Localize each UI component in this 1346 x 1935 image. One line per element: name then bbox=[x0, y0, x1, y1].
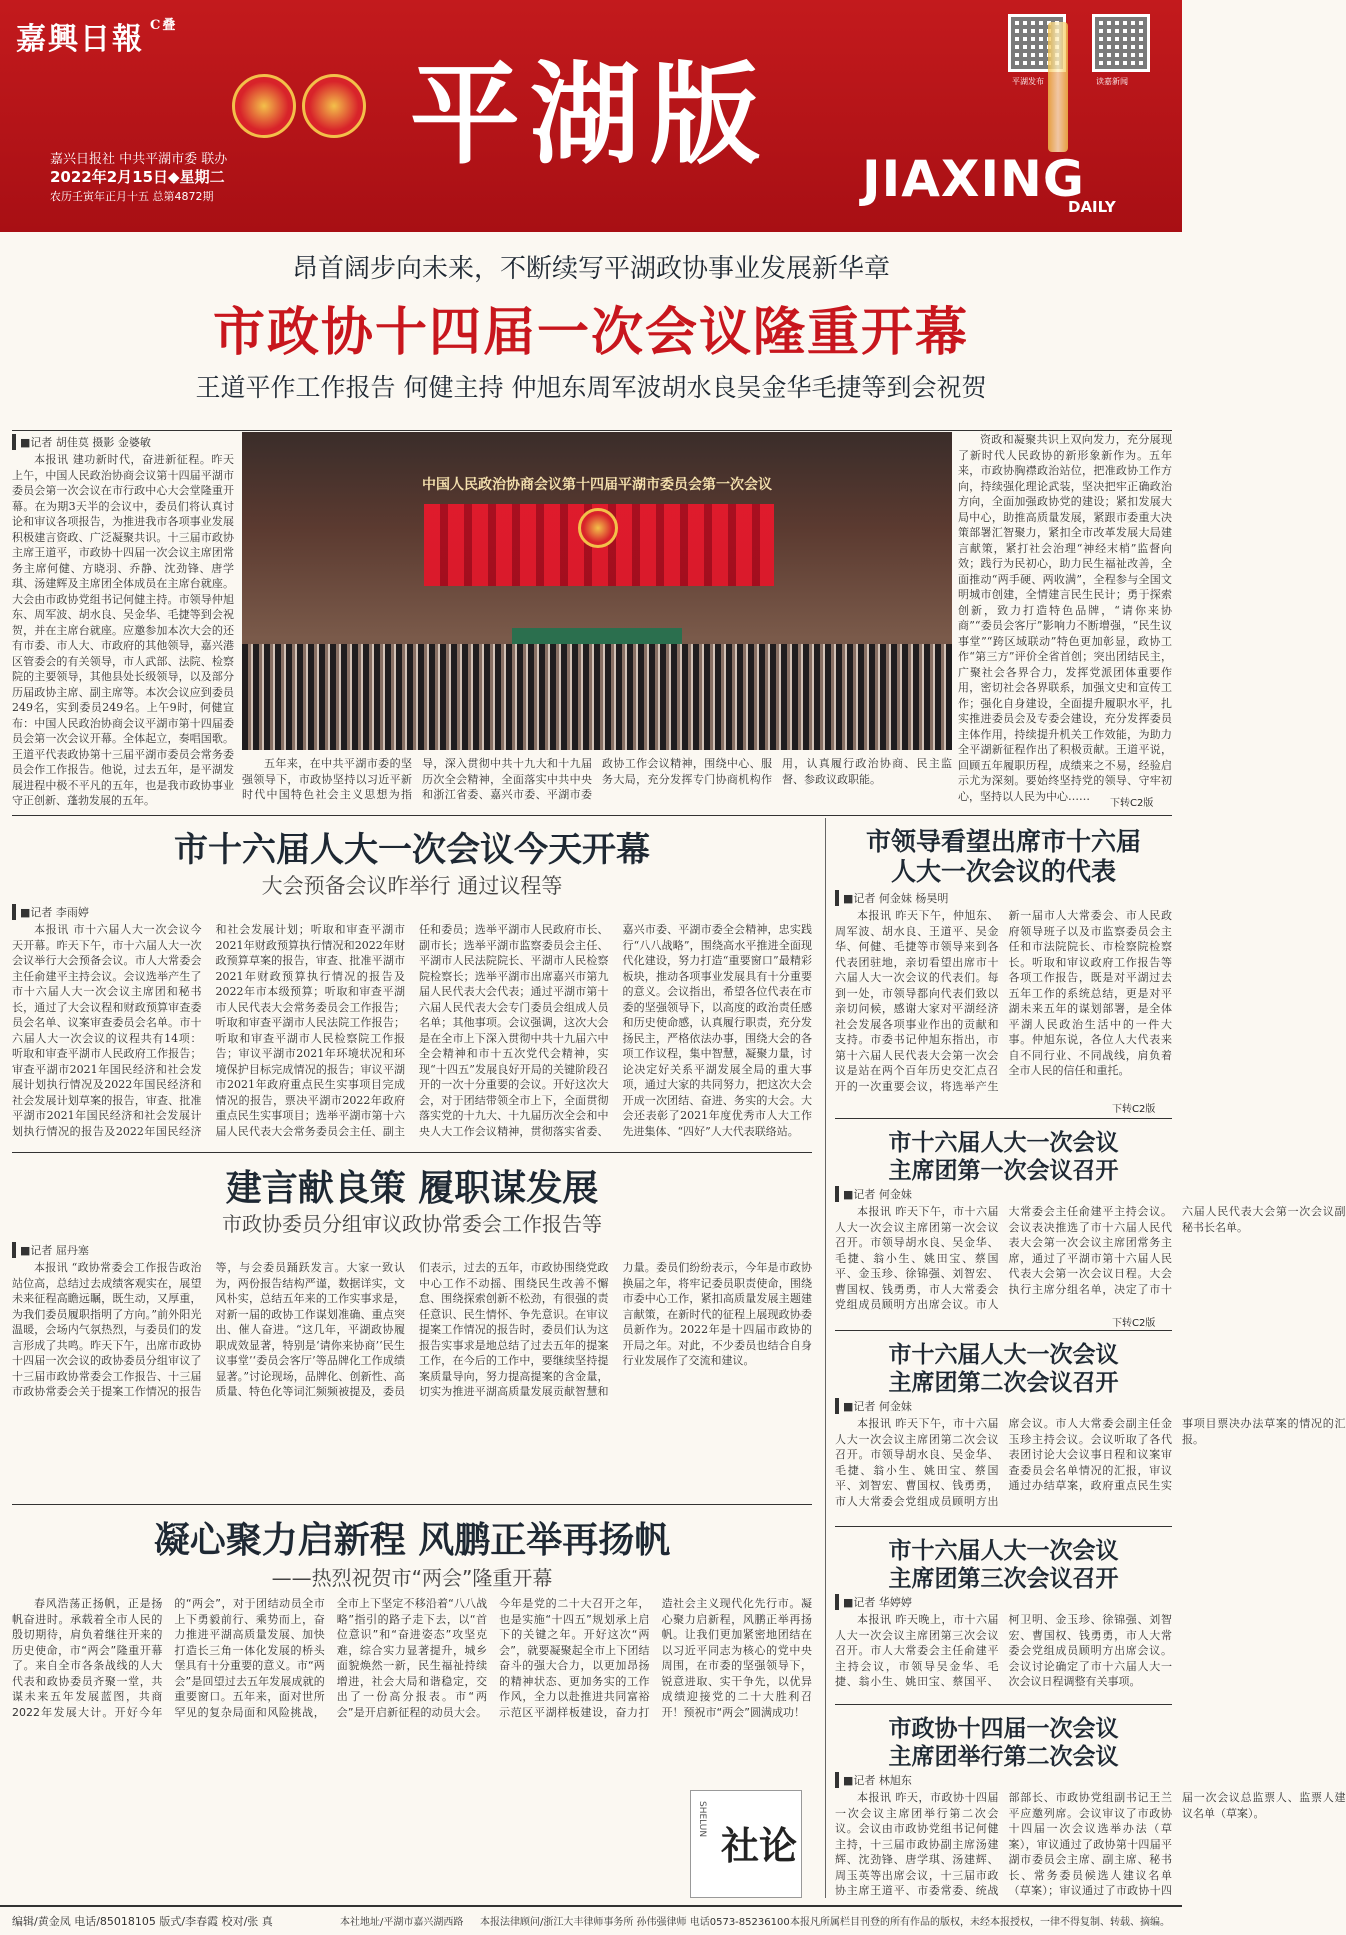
lead-body-col3: 资政和凝聚共识上双向发力，充分展现了新时代人民政协的新形象新作为。五年来，市政协胸襟政治站位，把准政协工作方向，持续强化理论武装，坚决把牢正确政治方向，全面加强政协党的建设；紧扣发展大局中心，助推高质量发展，紧跟市委重大决策部署汇智聚力，紧扣全市改革发展大局建言献策，紧打社会治理“神经末梢”监督向效；践行为民初心，助力民生福祉改善，全面推动“两手硬、两收满”，全程参与全国文明城市创建，全情建言民生民计；勇于探索创新，致力打造特色品牌，“请你来协商”“委员会客厅”影响力不断增强，“民生议事堂”“跨区域联动”特色更加彰显，政协工作“第三方”评价全省首创；突出团结民主，广聚社会各界合力，发挥党派团体重要作用，密切社会各界联系，加强文史和宣传工作；强化自身建设，全面提升履职水平，扎实推进委员会及专委会建设，充分发挥委员主体作用，持续提升机关工作效能，为助力全平湖新征程作出了积极贡献。王道平说，回顾五年履职历程，成绩来之不易，经验启示尤为深刻。要始终坚持党的领导、守牢初心，坚持以人民为中心…… bbox=[958, 433, 1172, 803]
qr-code-icon bbox=[1092, 14, 1150, 72]
divider bbox=[835, 1330, 1172, 1331]
brand-en: JIAXING bbox=[862, 150, 1085, 208]
footer-notice: 本报凡所属栏目刊登的所有作品的版权，未经本报授权，一律不得复制、转载、摘编。 bbox=[790, 1917, 1170, 1928]
congrats-deck: ——热烈祝贺市“两会”隆重开幕 bbox=[271, 1566, 553, 1590]
logo-suffix: C叠 bbox=[150, 18, 178, 33]
lead-deck: 王道平作工作报告 何健主持 仲旭东周军波胡水良吴金华毛捷等到会祝贺 bbox=[195, 373, 987, 402]
lead-headline: 市政协十四届一次会议隆重开幕 bbox=[212, 303, 969, 363]
cppcc2-headline-line1: 市政协十四届一次会议 bbox=[888, 1716, 1119, 1742]
footer-editors: 编辑/黄金凤 电话/85018105 版式/李春霞 校对/张 真 bbox=[12, 1915, 273, 1928]
visit-byline: ■记者 何金妹 杨昊明 bbox=[835, 890, 948, 906]
advice-deck: 市政协委员分组审议政协常委会工作报告等 bbox=[222, 1212, 602, 1236]
presidium2-headline-line1: 市十六届人大一次会议 bbox=[888, 1342, 1119, 1368]
divider bbox=[12, 815, 1172, 816]
congrats-body: 春风浩荡正扬帆，正是扬帆奋进时。承载着全市人民的殷切期待，肩负着继往开来的历史使命，市“两会”隆重开幕了。来自全市各条战线的人大代表和政协委员齐聚一堂，共谋未来五年发展蓝图，共商2022年发展大计。开好今年的“两会”，对于团结动员全市上下勇毅前行、乘势而上，奋力推进平湖高质量发展、加快打造长三角一体化发展的桥头堡具有十分重要的意义。市“两会”是回望过去五年发展成就的重要窗口。五年来，面对世所罕见的复杂局面和风险挑战，全市上下坚定不移沿着“八八战略”指引的路子走下去，以“首位意识”和“奋进姿态”攻坚克难，综合实力显著提升，城乡面貌焕然一新，民生福祉持续增进，社会大局和谐稳定，交出了一份高分报表。市“两会”是开启新征程的动员大会。今年是党的二十大召开之年，也是实施“十四五”规划承上启下的关键之年。开好这次“两会”，就要凝聚起全市上下团结奋斗的强大合力，以更加昂扬的精神状态、更加务实的工作作风，全力以赴推进共同富裕示范区平湖样板建设，奋力打造社会主义现代化先行市。凝心聚力启新程，风鹏正举再扬帆。让我们更加紧密地团结在以习近平同志为核心的党中央周围，在市委的坚强领导下，锐意进取、实干争先，以优异成绩迎接党的二十大胜利召开！预祝市“两会”圆满成功！ bbox=[12, 1597, 812, 1719]
editorial-label-en: SHELUN bbox=[697, 1801, 707, 1838]
issue-date: 2022年2月15日◆星期二 bbox=[50, 168, 225, 186]
lead-body-col1: 本报讯 建功新时代，奋进新征程。昨天上午，中国人民政治协商会议第十四届平湖市委员会第一次会议在市行政中心大会堂隆重开幕。在为期3天半的会议中，委员们将认真讨论和审议各项报告，为推进我市各项事业发展积极建言资政、广泛凝聚共识。十三届市政协主席王道平，市政协十四届一次会议主席团常务主席何健、方晓羽、乔静、沈劲锋、唐学琪、汤建辉及主席团全体成员在主席台就座。大会由市政协党组书记何健主持。市领导仲旭东、周军波、胡水良、吴金华、毛捷等到会祝贺，并在主席台就座。应邀参加本次大会的还有市委、市人大、市政府的其他领导，嘉兴港区管委会的有关领导，市人武部、法院、检察院的主要领导，其他县处长级领导，以及部分历届政协主席、副主席等。本次会议应到委员249名，实到委员249名。上午9时，何健宣布：中国人民政治协商会议平湖市第十四届委员会第一次会议开幕。全体起立，奏唱国歌。王道平代表政协第十三届平湖市委员会常务委员会作工作报告。他说，过去五年，是平湖发展进程中极不平凡的五年，也是我市政协事业守正创新、蓬勃发展的五年。 bbox=[12, 453, 234, 807]
visit-headline-line2: 人大一次会议的代表 bbox=[890, 857, 1116, 886]
npc-byline: ■记者 李雨婷 bbox=[12, 904, 89, 920]
presidium2-byline: ■记者 何金妹 bbox=[835, 1398, 912, 1414]
presidium1-byline: ■记者 何金妹 bbox=[835, 1186, 912, 1202]
presidium2-headline-line2: 主席团第二次会议召开 bbox=[888, 1370, 1119, 1396]
editorial-label: 社论 bbox=[721, 1823, 798, 1868]
column-divider bbox=[825, 818, 826, 1898]
qr-label: 读嘉新闻 bbox=[1096, 77, 1128, 86]
logo-text: 嘉興日報 bbox=[16, 22, 144, 57]
divider bbox=[835, 1704, 1172, 1705]
cppcc2-body: 本报讯 昨天，市政协十四届一次会议主席团举行第二次会议。会议由市政协党组书记何健主持，十三届市政协副主席汤建辉、沈劲锋、唐学琪、汤建辉、周玉英等出席会议，十三届市政协主席王道平、市委常委、统战部部长、市政协党组副书记王兰平应邀列席。会议审议了市政协十四届一次会议选举办法（草案），审议通过了政协第十四届平湖市委员会主席、副主席、秘书长、常务委员候选人建议名单（草案）；审议通过了市政协十四届一次会议总监票人、监票人建议名单（草案）。 bbox=[835, 1791, 1346, 1897]
presidium3-byline: ■记者 华婷婷 bbox=[835, 1594, 912, 1610]
npc-body: 本报讯 市十六届人大一次会议今天开幕。昨天下午，市十六届人大一次会议举行大会预备会议。市人大常委会主任俞建平主持会议。会议选举产生了市十六届人大一次会议主席团和秘书长，通过了大会议程和财政预算审查委员会名单、议案审查委员会名单。市十六届人大一次会议的议程共有14项：听取和审查平湖市人民政府工作报告；审查平湖市2021年国民经济和社会发展计划执行情况及2022年国民经济和社会发展计划草案的报告，审查、批准平湖市2021年国民经济和社会发展计划执行情况的报告及2022年国民经济和社会发展计划；听取和审查平湖市2021年财政预算执行情况和2022年财政预算草案的报告，审查、批准平湖市2021年财政预算执行情况的报告及2022年市本级预算；听取和审查平湖市人民代表大会常务委员会工作报告；听取和审查平湖市人民法院工作报告；听取和审查平湖市人民检察院工作报告；审议平湖市2021年环境状况和环境保护目标完成情况的报告；审议平湖市2021年政府重点民生实事项目完成情况的报告，票决平湖市2022年政府重点民生实事项目；选举平湖市第十六届人民代表大会常务委员会主任、副主任和委员；选举平湖市人民政府市长、副市长；选举平湖市监察委员会主任、平湖市人民法院院长、平湖市人民检察院检察长；选举平湖市出席嘉兴市第九届人民代表大会代表；通过平湖市第十六届人民代表大会专门委员会组成人员名单；其他事项。会议强调，这次大会是在全市上下深入贯彻中共十九届六中全会精神和市十五次党代会精神，实现“十四五”发展良好开局的关键阶段召开的一次十分重要的会议。开好这次大会，对于团结带领全市上下，全面贯彻落实党的十九大、十九届历次全会和中央人大工作会议精神，贯彻落实省委、嘉兴市委、平湖市委全会精神，忠实践行“八八战略”，围绕高水平推进全面现代化建设，努力打造“重要窗口”最精彩板块，推动各项事业发展具有十分重要的意义。会议指出，希望各位代表在市委的坚强领导下，以高度的政治责任感和历史使命感，认真履行职责，充分发扬民主，严格依法办事，围绕大会的各项工作议程，集中智慧，凝聚力量，讨论决定好关系平湖发展全局的重大事项，通过大家的共同努力，把这次大会开成一次团结、奋进、务实的大会。大会还表彰了2021年度优秀市人大工作先进集体、“四好”人大代表联络站。 bbox=[12, 923, 812, 1138]
advice-byline: ■记者 屈丹塞 bbox=[12, 1242, 89, 1258]
footer bbox=[0, 1905, 1182, 1935]
divider bbox=[835, 1118, 1172, 1119]
presidium1-body: 本报讯 昨天下午，市十六届人大一次会议主席团第一次会议召开。市领导胡水良、吴金华、毛捷、翁小生、姚田宝、蔡国平、金玉珍、徐锦强、刘智宏、曹国权、钱勇勇，市人大常委会党组成员顾明方出席会议。市人大常委会主任俞建平主持会议。会议表决推选了市十六届人民代表大会第一次会议主席团常务主席，通过了平湖市第十六届人民代表大会第一次会议日程。大会执行主席分组名单，决定了市十六届人民代表大会第一次会议副秘书长名单。 bbox=[835, 1205, 1346, 1311]
visit-body: 本报讯 昨天下午，仲旭东、周军波、胡水良、王道平、吴金华、何健、毛捷等市领导来到各代表团驻地，亲切看望出席市十六届人大一次会议的代表们。每到一处，市领导都向代表们致以亲切问候，感谢大家对平湖经济社会发展各项事业作出的贡献和支持。市委书记仲旭东指出，市第十六届人民代表大会第一次会议是站在两个百年历史交汇点召开的一次重要会议，将选举产生新一届市人大常委会、市人民政府领导班子以及市监察委员会主任和市法院院长、市检察院检察长。听取和审议政府工作报告等各项工作报告，既是对平湖过去五年工作的系统总结，更是对平湖未来五年的谋划部署，是全体平湖人民政治生活中的一件大事。仲旭东说，各位人大代表来自不同行业、不同战线，肩负着全市人民的信任和重托。 bbox=[835, 909, 1172, 1093]
photo-banner: 中国人民政治协商会议第十四届平湖市委员会第一次会议 bbox=[422, 477, 772, 493]
divider bbox=[12, 1504, 812, 1505]
conference-photo bbox=[242, 432, 952, 750]
cppcc2-byline: ■记者 林旭东 bbox=[835, 1772, 912, 1788]
lead-continued: 下转C2版 bbox=[1110, 798, 1154, 809]
podium bbox=[512, 628, 682, 644]
footer-address: 本社地址/平湖市嘉兴湖西路 bbox=[340, 1917, 464, 1928]
npc-deck: 大会预备会议昨举行 通过议程等 bbox=[261, 874, 563, 898]
masthead bbox=[0, 0, 1182, 232]
presidium1-headline-line1: 市十六届人大一次会议 bbox=[888, 1130, 1119, 1156]
national-emblem-icon bbox=[232, 74, 296, 138]
presidium1-headline-line2: 主席团第一次会议召开 bbox=[888, 1158, 1119, 1184]
visit-headline-line1: 市领导看望出席市十六届 bbox=[865, 827, 1141, 856]
qr-label: 平湖发布 bbox=[1012, 77, 1044, 86]
cppcc-emblem-icon bbox=[302, 74, 366, 138]
presidium3-headline-line2: 主席团第三次会议召开 bbox=[888, 1566, 1119, 1592]
divider bbox=[835, 1526, 1172, 1527]
divider bbox=[12, 430, 1172, 431]
footer-law: 本报法律顾问/浙江大丰律师事务所 孙伟强律师 电话0573-85236100 bbox=[480, 1917, 790, 1928]
huabiao-pillar-icon bbox=[1048, 22, 1068, 152]
presidium1-continued: 下转C2版 bbox=[1112, 1318, 1156, 1329]
npc-headline: 市十六届人大一次会议今天开幕 bbox=[174, 830, 650, 870]
visit-continued: 下转C2版 bbox=[1112, 1104, 1156, 1115]
congrats-headline: 凝心聚力启新程 风鹏正举再扬帆 bbox=[153, 1520, 671, 1561]
brand-daily: DAILY bbox=[1068, 198, 1116, 216]
newspaper-logo bbox=[16, 14, 177, 58]
lead-kicker: 昂首阔步向未来，不断续写平湖政协事业发展新华章 bbox=[291, 254, 890, 284]
advice-body: 本报讯 “政协常委会工作报告政治站位高，总结过去成绩客观实在，展望未来征程高瞻远瞩，既生动，又厚重，为我们委员履职指明了方向。”前外阳光温暖，会场内气氛热烈，与委员们的发言形成了共鸣。昨天下午，出席市政协十四届一次会议的政协委员分组审议了十三届市政协常委会工作报告、十三届市政协常委会关于提案工作情况的报告等，与会委员踊跃发言。大家一致认为，两份报告结构严谨，数据详实，文风朴实，总结五年来的工作实事求是，对新一届的政协工作谋划准确、重点突出、催人奋进。“这几年，平湖政协履职成效显著，特别是‘请你来协商’‘民生议事堂’‘委员会客厅’等品牌化工作成绩显著。”讨论现场，品牌化、创新性、高质量、特色化等词汇频频被提及，委员们表示，过去的五年，市政协围绕党政中心工作不动摇、围绕民生改善不懈怠、围绕探索创新不松劲，有很强的责任意识、民生情怀、争先意识。在审议提案工作情况的报告时，委员们认为这报告实事求是地总结了过去五年的提案工作，在今后的工作中，要继续坚持提案质量导向，努力提高提案的含金量，切实为推进平湖高质量发展贡献智慧和力量。委员们纷纷表示，今年是市政协换届之年，将牢记委员职责使命，围绕市委中心工作，紧扣高质量发展主题建言献策，在新时代的征程上展现政协委员新作为。2022年是十四届市政协的开局之年。对此，不少委员也结合自身行业发展作了交流和建议。 bbox=[12, 1261, 812, 1398]
editorial-box bbox=[690, 1790, 802, 1898]
presidium3-headline-line1: 市十六届人大一次会议 bbox=[888, 1538, 1119, 1564]
lead-byline: ■记者 胡佳莫 摄影 金婆敏 bbox=[12, 434, 151, 450]
lunar-date: 农历壬寅年正月十五 总第4872期 bbox=[50, 190, 214, 203]
publishers: 嘉兴日报社 中共平湖市委 联办 bbox=[50, 152, 228, 167]
divider bbox=[12, 1152, 812, 1153]
stage-emblem-icon bbox=[578, 508, 618, 548]
edition-title: 平湖版 bbox=[410, 50, 770, 179]
presidium3-body: 本报讯 昨天晚上，市十六届人大一次会议主席团第三次会议召开。市人大常委会主任俞建平主持会议，市领导吴金华、毛捷、翁小生、姚田宝、蔡国平、柯卫明、金玉珍、徐锦强、刘智宏、曹国权、钱勇勇，市人大常委会党组成员顾明方出席会议。会议讨论确定了市十六届人大一次会议日程调整有关事项。 bbox=[835, 1613, 1172, 1688]
audience-seats bbox=[242, 644, 952, 750]
cppcc2-headline-line2: 主席团举行第二次会议 bbox=[888, 1744, 1119, 1770]
advice-headline: 建言献良策 履职谋发展 bbox=[225, 1168, 599, 1209]
presidium2-body: 本报讯 昨天下午，市十六届人大一次会议主席团第二次会议召开。市领导胡水良、吴金华、毛捷、翁小生、姚田宝、蔡国平、刘智宏、曹国权、钱勇勇，市人大常委会党组成员顾明方出席会议。市人大常委会副主任金玉珍主持会议。会议听取了各代表团讨论大会议事日程和议案审查委员会名单情况的汇报，审议通过办结草案，政府重点民生实事项目票决办法草案的情况的汇报。 bbox=[835, 1417, 1346, 1508]
lead-body-col2: 五年来，在中共平湖市委的坚强领导下，市政协坚持以习近平新时代中国特色社会主义思想为指导，深入贯彻中共十九大和十九届历次全会精神，全面落实中共中央和浙江省委、嘉兴市委、平湖市委政协工作会议精神，围绕中心、服务大局，充分发挥专门协商机构作用，认真履行政治协商、民主监督、参政议政职能。 bbox=[242, 757, 952, 801]
